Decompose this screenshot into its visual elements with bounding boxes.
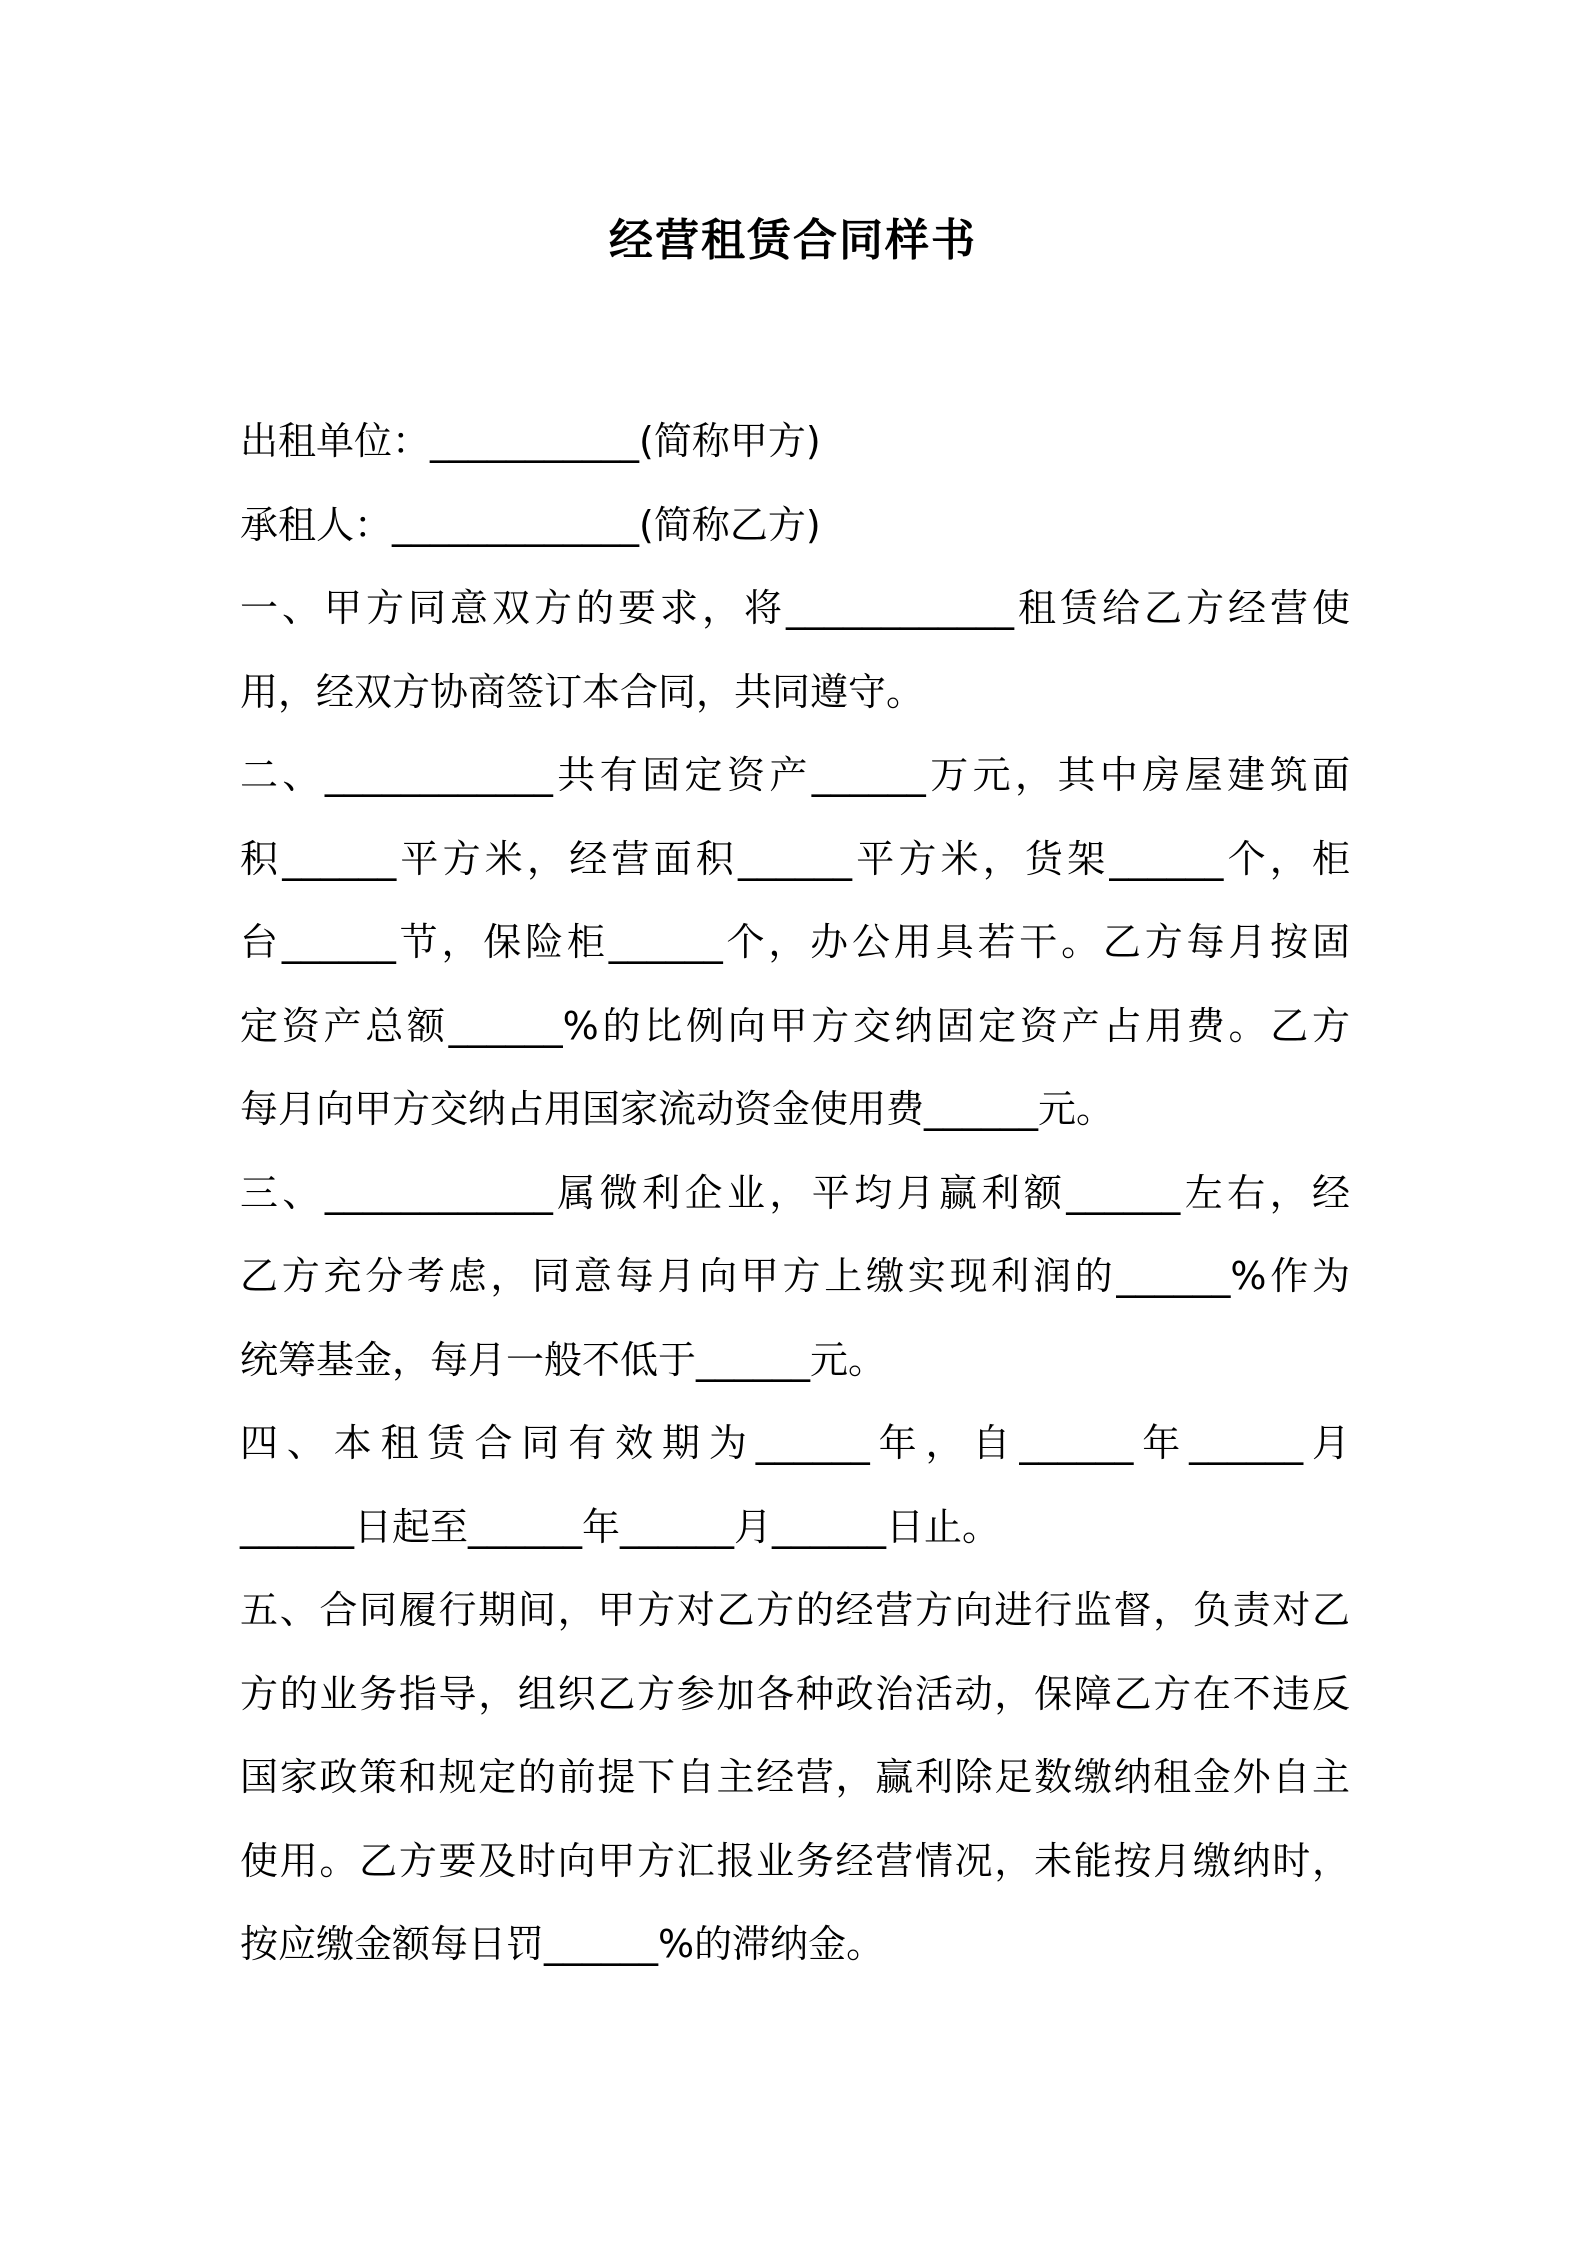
- lessor-line: 出租单位：___________(简称甲方): [240, 419, 821, 463]
- clause-4-line-1: 四、本租赁合同有效期为______年，自______年______月: [240, 1421, 1350, 1465]
- clause-2-line-1: 二、____________共有固定资产______万元，其中房屋建筑面: [240, 753, 1350, 797]
- clause-5-line-4: 使用。乙方要及时向甲方汇报业务经营情况，未能按月缴纳时，: [240, 1838, 1350, 1883]
- clause-3-line-2: 乙方充分考虑，同意每月向甲方上缴实现利润的______%作为: [240, 1254, 1350, 1298]
- document-title: 经营租赁合同样书: [609, 215, 977, 266]
- clause-4-line-2: ______日起至______年______月______日止。: [240, 1504, 1001, 1549]
- clause-1-line-2: 用，经双方协商签订本合同，共同遵守。: [240, 669, 925, 714]
- document-body: [240, 400, 1350, 1987]
- clause-2-line-4: 定资产总额______%的比例向甲方交纳固定资产占用费。乙方: [240, 1003, 1350, 1048]
- lessee-line: 承租人：_____________(简称乙方): [240, 502, 821, 547]
- clause-3-line-3: 统筹基金，每月一般不低于______元。: [240, 1337, 887, 1382]
- clause-2-line-5: 每月向甲方交纳占用国家流动资金使用费______元。: [240, 1087, 1115, 1131]
- clause-3-line-1: 三、____________属微利企业，平均月赢利额______左右，经: [240, 1170, 1350, 1215]
- clause-5-line-2: 方的业务指导，组织乙方参加各种政治活动，保障乙方在不违反: [240, 1671, 1350, 1716]
- clause-2-line-2: 积______平方米，经营面积______平方米，货架______个，柜: [240, 836, 1350, 881]
- clause-2-line-3: 台______节，保险柜______个，办公用具若干。乙方每月按固: [240, 920, 1350, 964]
- clause-1-line-1: 一、甲方同意双方的要求，将____________租赁给乙方经营使: [240, 586, 1350, 630]
- clause-5-line-5: 按应缴金额每日罚______%的滞纳金。: [240, 1922, 885, 1966]
- clause-5-line-1: 五、合同履行期间，甲方对乙方的经营方向进行监督，负责对乙: [240, 1588, 1350, 1632]
- clause-5-line-3: 国家政策和规定的前提下自主经营，赢利除足数缴纳租金外自主: [240, 1755, 1350, 1799]
